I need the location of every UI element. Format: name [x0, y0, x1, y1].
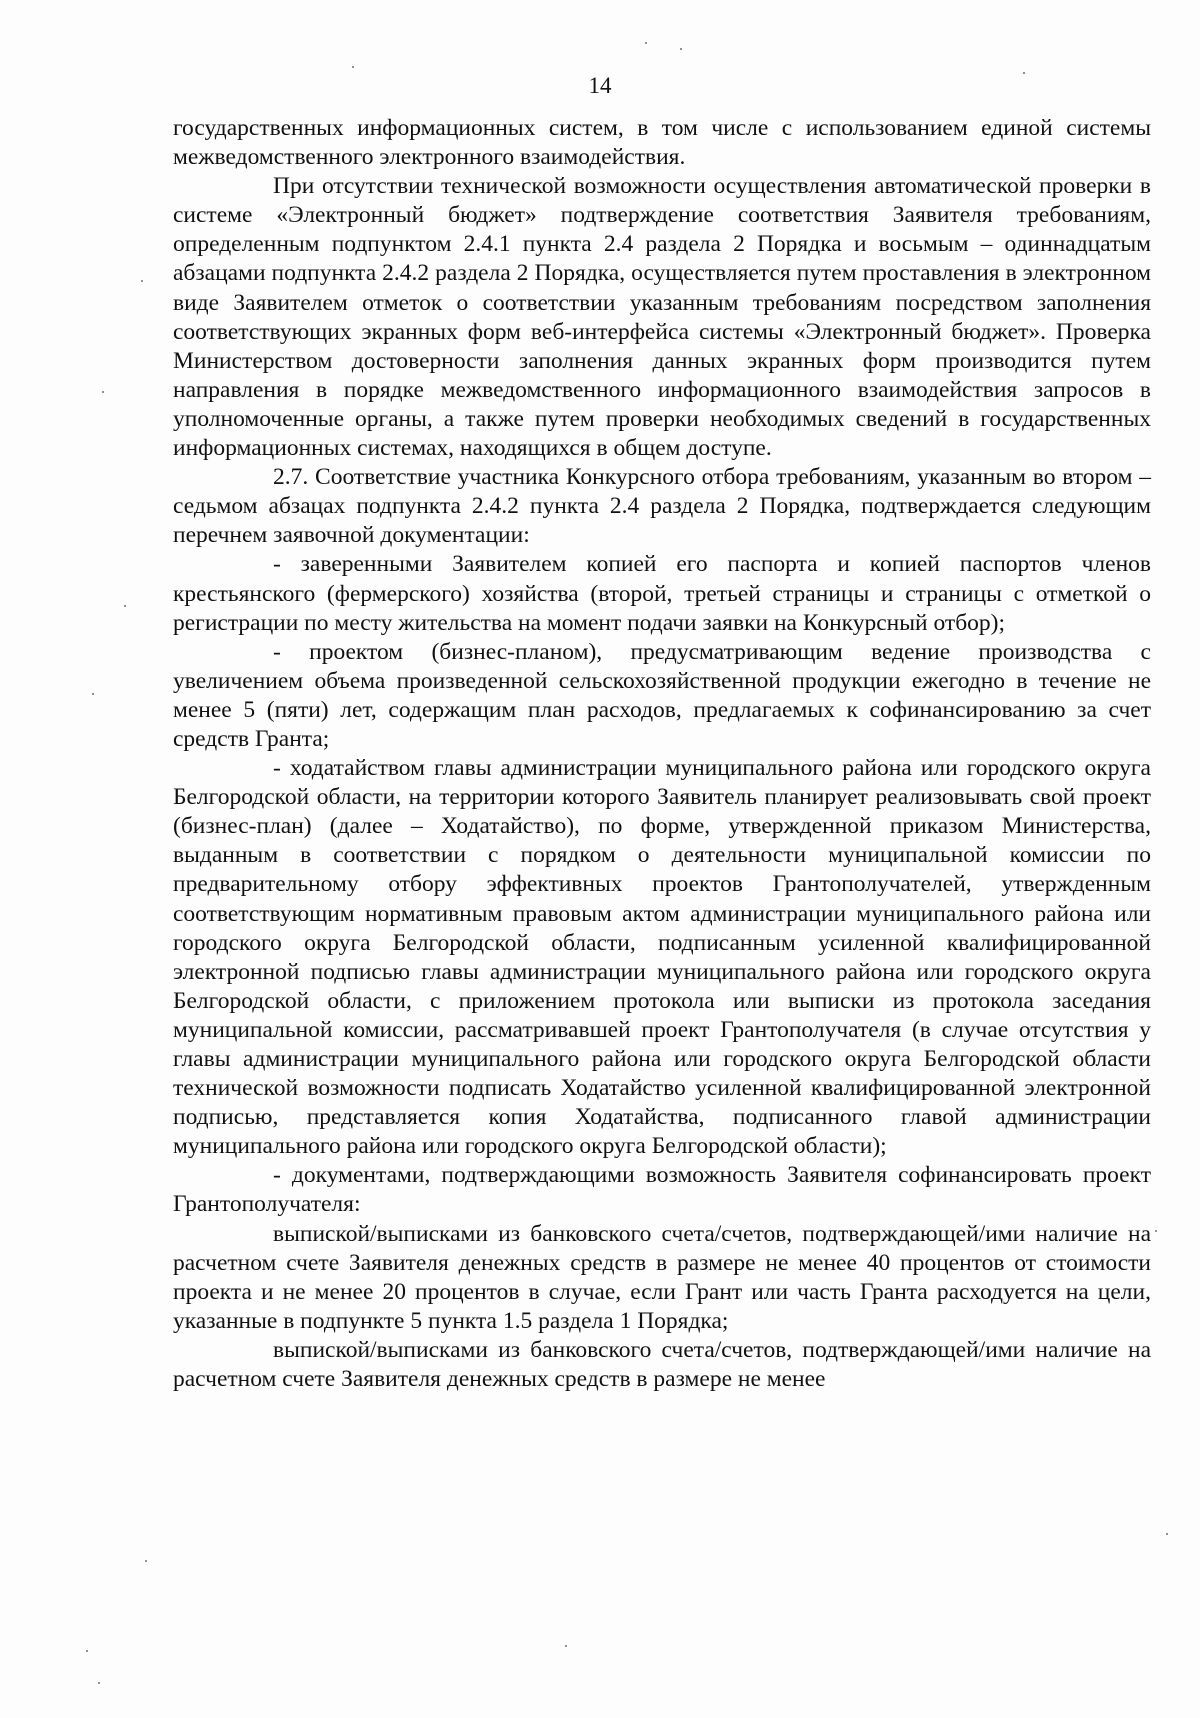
paragraph-6-petition: - ходатайством главы администрации муниципального района или городского округа Белгородской области, на территории которого Заявитель планирует реализовывать свой проект (бизнес-план) (далее – Ходатайство), по форме, утвержденной приказом Министерства, выданным в соответствии с порядком о деятельности муниципальной комиссии по предварительному отбору эффективных проектов Грантополучателей, утвержденным соответствующим нормативным правовым актом администрации муниципального района или городского округа Белгородской области, подписанным усиленной квалифицированной электронной подписью главы администрации муниципального района или городского округа Белгородской области, с приложением протокола или выписки из протокола заседания муниципальной комиссии, рассматривавшей проект Грантополучателя (в случае отсутствия у главы администрации муниципального района или городского округа Белгородской области технической возможности подписать Ходатайство усиленной квалифицированной электронной подписью, представляется копия Ходатайства, подписанного главой администрации муниципального района или городского округа Белгородской области); [173, 755, 1151, 1160]
scan-speck [98, 1682, 100, 1684]
paragraph-2: При отсутствии технической возможности осуществления автоматической проверки в системе «Электронный бюджет» подтверждение соответствия Заявителя требованиям, определенным подпунктом 2.4.1 пункта 2.4 раздела 2 Порядка и восьмым – одиннадцатым абзацами подпункта 2.4.2 раздела 2 Порядка, осуществляется путем проставления в электронном виде Заявителем отметок о соответствии указанным требованиям посредством заполнения соответствующих экранных форм веб-интерфейса системы «Электронный бюджет». Проверка Министерством достоверности заполнения данных экранных форм производится путем направления в порядке межведомственного информационного взаимодействия запросов в уполномоченные органы, а также путем проверки необходимых сведений в государственных информационных системах, находящихся в общем доступе. [173, 173, 1151, 462]
paragraph-3-section-2-7: 2.7. Соответствие участника Конкурсного отбора требованиям, указанным во втором – седьмом абзацах подпункта 2.4.2 пункта 2.4 раздела 2 Порядка, подтверждается следующим перечнем заявочной документации: [173, 464, 1151, 549]
paragraph-5-business-plan: - проектом (бизнес-планом), предусматривающим ведение производства с увеличением объема произведенной сельскохозяйственной продукции ежегодно в течение не менее 5 (пяти) лет, содержащим план расходов, предлагаемых к софинансированию за счет средств Гранта; [173, 638, 1151, 752]
scan-speck [102, 391, 104, 393]
scan-speck [124, 605, 126, 607]
scan-speck [645, 42, 647, 44]
page-number: 14 [588, 73, 612, 98]
scan-speck [92, 693, 94, 695]
paragraph-9-bank-statement: выпиской/выписками из банковского счета/счетов, подтверждающей/ими наличие на расчетном счете Заявителя денежных средств в размере не менее [173, 1336, 1151, 1393]
scan-speck [565, 1645, 567, 1647]
scan-speck [1023, 72, 1025, 74]
paragraph-7-cofinancing-documents: - документами, подтверждающими возможность Заявителя софинансировать проект Грантополучателя: [173, 1162, 1151, 1218]
paragraph-1: государственных информационных систем, в том числе с использованием единой системы межведомственного электронного взаимодействия. [173, 115, 1151, 171]
scan-speck [141, 280, 143, 282]
document-body [173, 114, 1151, 1394]
scan-speck [1166, 1533, 1168, 1535]
scan-speck [352, 66, 354, 68]
scan-speck [86, 1650, 88, 1652]
paragraph-4-passport-copies: - заверенными Заявителем копией его паспорта и копией паспортов членов крестьянского (фермерского) хозяйства (второй, третьей страницы и страницы с отметкой о регистрации по месту жительства на момент подачи заявки на Конкурсный отбор); [173, 551, 1151, 636]
paragraph-8-bank-statement: выпиской/выписками из банковского счета/счетов, подтверждающей/ими наличие на расчетном счете Заявителя денежных средств в размере не менее 40 процентов от стоимости проекта и не менее 20 процентов в случае, если Грант или часть Гранта расходуется на цели, указанные в подпункте 5 пункта 1.5 раздела 1 Порядка; [173, 1220, 1151, 1334]
scan-speck [1155, 1230, 1157, 1232]
scan-speck [145, 1560, 147, 1562]
scan-speck [680, 48, 682, 50]
